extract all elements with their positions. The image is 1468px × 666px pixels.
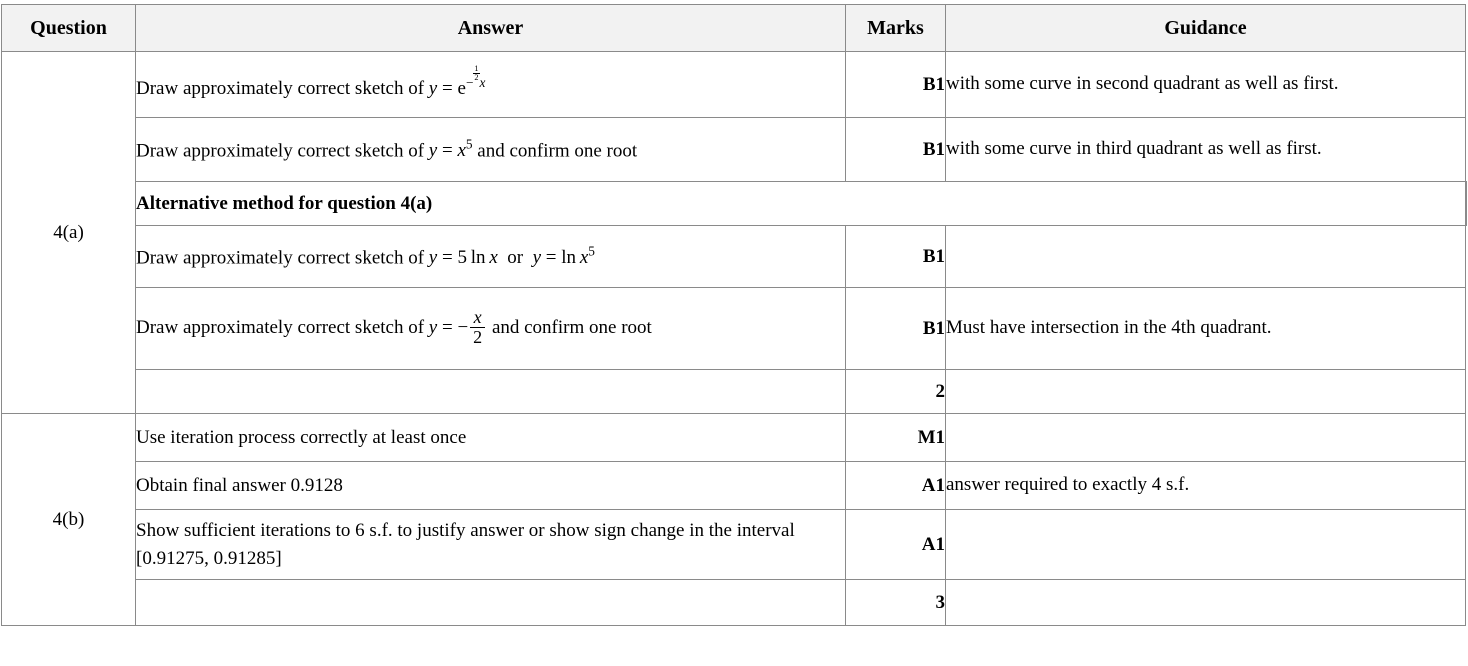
guidance-cell: answer required to exactly 4 s.f. [946,462,1466,510]
marks-total-cell: 2 [846,370,946,414]
guidance-cell [946,580,1466,626]
guidance-cell: with some curve in second quadrant as well as first. [946,52,1466,118]
markscheme-sheet [0,4,1468,666]
guidance-cell [946,510,1466,580]
answer-text: Draw approximately correct sketch of [136,139,429,161]
table-row [2,52,1467,118]
table-row [2,288,1467,370]
answer-cell: Obtain final answer 0.9128 [136,462,846,510]
marks-cell: B1 [846,288,946,370]
marks-cell: A1 [846,462,946,510]
guidance-cell [946,414,1466,462]
column-header-guidance: Guidance [946,5,1466,52]
guidance-cell: Must have intersection in the 4th quadrant. [946,288,1466,370]
marks-cell: M1 [846,414,946,462]
math-expression-logarithm: y = 5 ln x or $y = \ln x^5$ [428,243,595,268]
answer-cell [136,288,846,370]
markscheme-table [1,4,1467,626]
math-expression-exponential: $y = e^{- \frac{1}{2} x}$ [428,63,486,100]
table-row [2,226,1467,288]
column-header-question: Question [2,5,136,52]
column-header-answer: Answer [136,5,846,52]
table-row [2,510,1467,580]
answer-text: Draw approximately correct sketch of [136,246,429,268]
marks-cell: B1 [846,226,946,288]
table-row [2,414,1467,462]
marks-cell: A1 [846,510,946,580]
answer-text-suffix: and confirm one root [487,316,652,338]
answer-text: Draw approximately correct sketch of [136,316,429,338]
table-header-row [2,5,1467,52]
question-label-4a: 4(a) [2,52,136,414]
marks-cell: B1 [846,118,946,182]
answer-text: Draw approximately correct sketch of [136,78,429,100]
table-body [2,52,1467,626]
guidance-cell [946,226,1466,288]
question-label-4b: 4(b) [2,414,136,626]
table-row-subtotal [2,580,1467,626]
answer-cell: Use iteration process correctly at least once [136,414,846,462]
math-expression-linear-fraction: y = − $\frac{x}{2}$ [429,317,487,338]
guidance-cell [1466,182,1467,226]
table-row-subtotal [2,370,1467,414]
answer-text-suffix: and confirm one root [472,139,638,161]
column-header-marks: Marks [846,5,946,52]
marks-total-cell: 3 [846,580,946,626]
answer-cell [136,118,846,182]
math-expression-quintic: $y = x^5$ [428,136,473,161]
answer-cell [136,226,846,288]
marks-cell: B1 [846,52,946,118]
table-row-alternative-method [2,182,1467,226]
answer-cell [136,52,846,118]
table-row [2,462,1467,510]
alternative-method-header: Alternative method for question 4(a) [136,182,1466,226]
answer-cell [136,580,846,626]
answer-cell [136,370,846,414]
answer-cell: Show sufficient iterations to 6 s.f. to justify answer or show sign change in the interval [0.91275, 0.91285] [136,510,846,580]
table-row [2,118,1467,182]
guidance-cell [946,370,1466,414]
guidance-cell: with some curve in third quadrant as well as first. [946,118,1466,182]
table-header [2,5,1467,52]
